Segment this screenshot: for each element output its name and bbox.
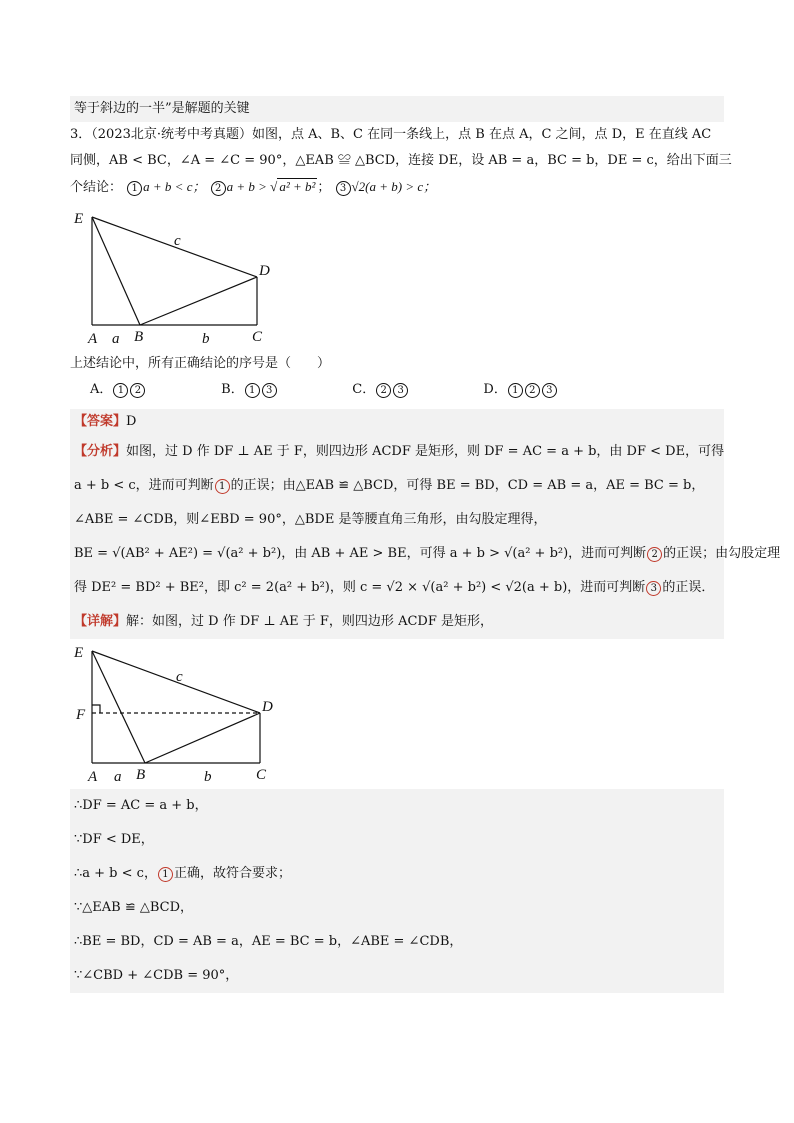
label-b: b — [202, 331, 210, 347]
figure-solution — [70, 641, 276, 787]
circled-number: 3 — [542, 383, 557, 398]
text-span: 得 DE² = BD² + BE²，即 c² = 2(a² + b²)，则 c = √2 × √(a² + b²) < √2(a + b)，进而可判断 — [74, 580, 646, 595]
detail-tag: 【详解】 — [74, 614, 127, 629]
text-span: 的正误． — [662, 580, 715, 595]
answer-value: D — [126, 414, 137, 429]
label-F: F — [76, 707, 86, 723]
sqrt-symbol: √ — [270, 179, 278, 194]
figure-background — [70, 641, 276, 787]
text-span: ∴a + b < c， — [74, 866, 157, 881]
label-c: c — [176, 669, 183, 685]
circled-number: 1 — [158, 867, 173, 882]
label-c: c — [174, 233, 181, 249]
detail-line — [70, 605, 724, 639]
circled-number: 3 — [336, 181, 351, 196]
circled-number: 2 — [130, 383, 145, 398]
conclusion-2: a + b > — [226, 179, 271, 194]
answer-line — [70, 409, 724, 435]
step-line — [70, 857, 724, 891]
text-span: BE = √(AB² + AE²) = √(a² + b²)，由 AB + AE > BE，可得 a + b > √(a² + b²)，进而可判断 — [74, 546, 647, 561]
text-span: 如图，过 D 作 DF ⊥ AE 于 F，则四边形 ACDF 是矩形，则 DF = AC = a + b，由 DF < DE，可得 — [126, 444, 725, 459]
step-line: ∵DF < DE， — [70, 823, 724, 857]
label-b: b — [204, 769, 212, 785]
circled-number: 1 — [215, 479, 230, 494]
label-a: a — [114, 769, 122, 785]
analysis-line — [70, 537, 781, 571]
label-C: C — [252, 329, 263, 345]
document-page — [70, 96, 781, 993]
step-line: ∴BE = BD，CD = AB = a，AE = BC = b，∠ABE = ∠CDB， — [70, 925, 724, 959]
analysis-line — [70, 435, 724, 469]
choice-b[interactable] — [221, 377, 348, 403]
label-A: A — [88, 769, 98, 785]
segment-BD — [140, 277, 257, 325]
choice-d[interactable] — [483, 377, 610, 403]
choice-label: A． — [90, 382, 113, 397]
label-B: B — [134, 329, 144, 345]
choice-c[interactable] — [352, 377, 479, 403]
label-a: a — [112, 331, 120, 347]
step-line: ∵∠CBD + ∠CDB = 90°， — [70, 959, 724, 993]
circled-number: 3 — [262, 383, 277, 398]
choice-label: C． — [352, 382, 376, 397]
circled-number: 2 — [525, 383, 540, 398]
label-E: E — [74, 645, 84, 661]
choice-label: B． — [221, 382, 244, 397]
choice-label: D． — [483, 382, 507, 397]
question-line: 同侧，AB < BC，∠A = ∠C = 90°，△EAB ≌ △BCD，连接 DE，设 AB = a，BC = b，DE = c，给出下面三 — [70, 153, 732, 168]
label-A: A — [88, 331, 98, 347]
step-line: ∵△EAB ≌ △BCD， — [70, 891, 724, 925]
analysis-tag: 【分析】 — [74, 444, 127, 459]
conclusions-line: 个结论： 1 a + b < c； 2 a + b > √ a² + b² ； 3 √2(a + b) > c； — [70, 179, 437, 195]
label-D: D — [259, 263, 270, 279]
answer-tag: 【答案】 — [74, 414, 127, 429]
circled-number: 1 — [127, 181, 142, 196]
text-span: 的正误；由△EAB ≌ △BCD，可得 BE = BD，CD = AB = a，AE = BC = b， — [230, 478, 705, 493]
label-E: E — [74, 211, 84, 227]
circled-number: 1 — [508, 383, 523, 398]
circled-number: 2 — [211, 181, 226, 196]
label-C: C — [256, 767, 267, 783]
circled-number: 2 — [647, 547, 662, 562]
analysis-line — [70, 571, 724, 605]
analysis-line: ∠ABE = ∠CDB，则∠EBD = 90°，△BDE 是等腰直角三角形，由勾股定理得， — [70, 503, 724, 537]
choice-a[interactable] — [90, 377, 217, 403]
text-span: 解：如图，过 D 作 DF ⊥ AE 于 F，则四边形 ACDF 是矩形， — [126, 614, 493, 629]
geometry-figure-with-F — [70, 641, 276, 787]
sqrt-radicand: a² + b² — [279, 179, 316, 194]
circled-number: 3 — [393, 383, 408, 398]
step-line: ∴DF = AC = a + b， — [70, 789, 724, 823]
circled-number: 3 — [646, 581, 661, 596]
geometry-figure — [70, 207, 290, 347]
text-span: 正确，故符合要求； — [173, 866, 291, 881]
analysis-line — [70, 469, 724, 503]
label-D: D — [262, 699, 273, 715]
label-B: B — [136, 767, 146, 783]
question-header: 3．（2023北京·统考中考真题）如图，点 A、B、C 在同一条线上，点 B 在点 A，C 之间，点 D，E 在直线 AC — [70, 127, 712, 142]
segment-EB — [92, 217, 140, 325]
text-span: 的正误；由勾股定理 — [663, 546, 781, 561]
circled-number: 1 — [113, 383, 128, 398]
circled-number: 2 — [376, 383, 391, 398]
conclusion-1: a + b < c； — [143, 179, 206, 194]
text-span: 个结论： — [70, 180, 123, 195]
text-line: 等于斜边的一半”是解题的关键 — [70, 96, 724, 122]
question-prompt: 上述结论中，所有正确结论的序号是（ ） — [70, 356, 331, 371]
figure-question — [70, 207, 724, 347]
choices-row — [70, 377, 724, 403]
circled-number: 1 — [245, 383, 260, 398]
conclusion-3: √2(a + b) > c； — [351, 179, 437, 194]
text-span: a + b < c，进而可判断 — [74, 478, 214, 493]
